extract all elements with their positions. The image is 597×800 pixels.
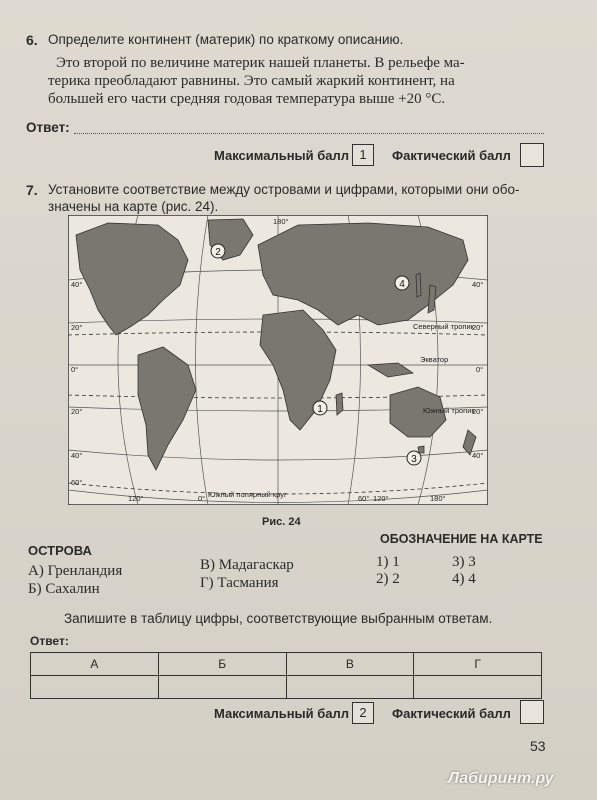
answer-cell-v[interactable] — [286, 676, 414, 699]
answer-header-g: Г — [414, 653, 542, 676]
lon-120e-label: 120° — [373, 494, 389, 503]
question-6-line-1: Это второй по величине материк нашей планеты. В рельефе ма- — [56, 55, 465, 71]
answer-cell-g[interactable] — [414, 676, 542, 699]
islands-header: ОСТРОВА — [28, 543, 92, 558]
answer-table-input-row — [31, 676, 542, 699]
lon-0-label: 0° — [198, 494, 206, 503]
question-7-max-score: 2 — [352, 702, 374, 724]
lat-60s-label: 60° — [71, 478, 83, 487]
question-6-answer-label: Ответ: — [26, 120, 70, 135]
question-6-max-score: 1 — [352, 144, 374, 166]
question-6-answer-line[interactable] — [74, 132, 544, 134]
question-6-line-2: терика преобладают равнины. Это самый жаркий континент, на — [48, 73, 455, 89]
world-map-figure — [68, 215, 488, 505]
right-lat-0-label: 0° — [476, 365, 484, 374]
lat-0-label: 0° — [71, 365, 79, 374]
code-2: 2) 2 — [376, 571, 400, 587]
map-marker-4: 4 — [399, 279, 405, 290]
question-7-answer-label: Ответ: — [30, 634, 69, 648]
question-6-max-label: Максимальный балл — [214, 148, 350, 163]
top-lon-label: 180° — [273, 217, 289, 226]
answer-table — [30, 652, 542, 699]
lat-40s-label: 40° — [71, 451, 83, 460]
question-7-prompt-line-1: Установите соответствие между островами и цифрами, которыми они обо- — [48, 182, 520, 197]
figure-caption: Рис. 24 — [262, 516, 301, 528]
right-lat-20n-label: 20° — [472, 323, 484, 332]
right-lat-40n-label: 40° — [472, 280, 484, 289]
question-6-line-3: большей его части средняя годовая температура выше +20 °С. — [48, 91, 446, 107]
right-lat-40s-label: 40° — [472, 451, 484, 460]
map-marker-2: 2 — [215, 247, 221, 258]
map-marker-1: 1 — [317, 404, 323, 415]
lon-180-label: 180° — [430, 494, 446, 503]
question-7-max-label: Максимальный балл — [214, 706, 350, 721]
lat-20s-label: 20° — [71, 407, 83, 416]
page-number: 53 — [530, 738, 546, 754]
answer-cell-a[interactable] — [31, 676, 159, 699]
lat-40n-label: 40° — [71, 280, 83, 289]
question-6-actual-label: Фактический балл — [392, 148, 511, 163]
south-tropic-label: Южный тропик — [423, 406, 475, 415]
question-6-number: 6. — [26, 32, 38, 48]
equator-label: Экватор — [420, 355, 449, 364]
code-1: 1) 1 — [376, 554, 400, 570]
code-4: 4) 4 — [452, 571, 476, 587]
question-7-prompt-line-2: значены на карте (рис. 24). — [48, 199, 219, 214]
question-6-prompt: Определите континент (материк) по краткому описанию. — [48, 32, 404, 47]
lon-60e-label: 60° — [358, 494, 370, 503]
north-tropic-label: Северный тропик — [413, 322, 474, 331]
answer-header-v: В — [286, 653, 414, 676]
lat-20n-label: 20° — [71, 323, 83, 332]
lon-120w-label: 120° — [128, 494, 144, 503]
map-marker-3: 3 — [411, 454, 417, 465]
island-a: А) Гренландия — [28, 563, 123, 579]
world-map — [68, 215, 488, 505]
answer-header-a: А — [31, 653, 159, 676]
island-v: В) Мадагаскар — [200, 557, 294, 573]
code-3: 3) 3 — [452, 554, 476, 570]
question-7-actual-label: Фактический балл — [392, 706, 511, 721]
table-instruction: Запишите в таблицу цифры, соответствующие выбранным ответам. — [64, 611, 493, 626]
right-lat-20s-label: 20° — [472, 407, 484, 416]
question-6-actual-score-box[interactable] — [520, 143, 544, 167]
answer-table-header-row — [31, 653, 542, 676]
south-polar-label: Южный полярный круг — [208, 490, 287, 499]
question-7-number: 7. — [26, 182, 38, 198]
answer-cell-b[interactable] — [158, 676, 286, 699]
island-g: Г) Тасмания — [200, 575, 279, 591]
watermark: Лабиринт.ру — [448, 770, 554, 787]
answer-header-b: Б — [158, 653, 286, 676]
question-7-actual-score-box[interactable] — [520, 700, 544, 724]
island-b: Б) Сахалин — [28, 581, 100, 597]
codes-header: ОБОЗНАЧЕНИЕ НА КАРТЕ — [380, 532, 543, 546]
